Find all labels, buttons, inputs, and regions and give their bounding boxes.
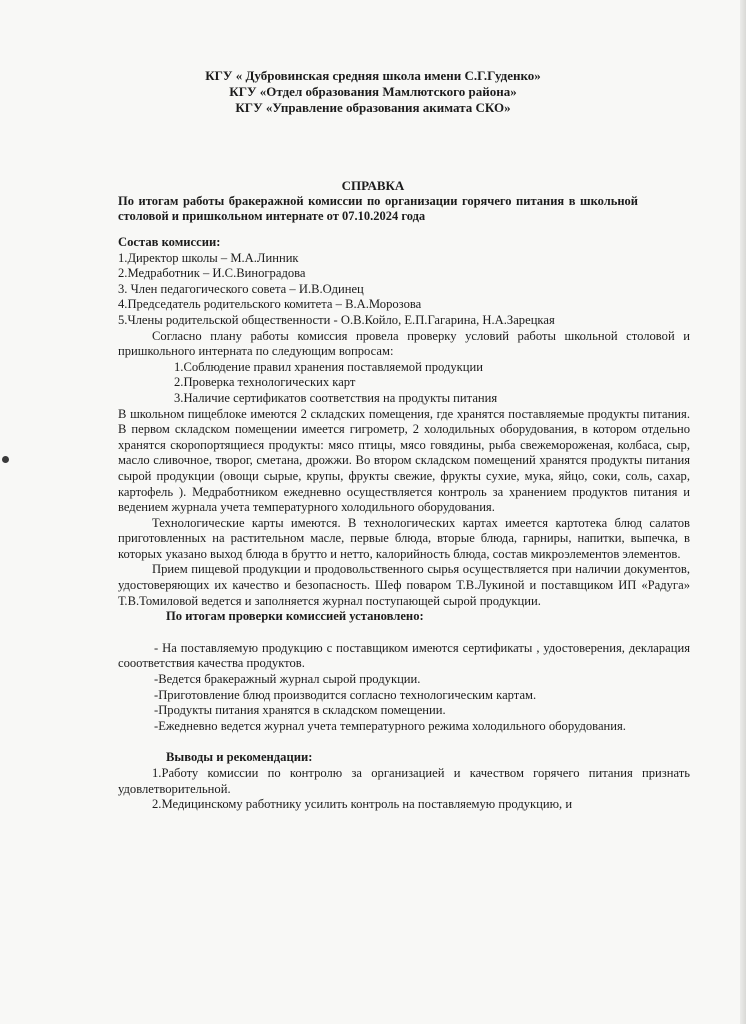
conclusion-item: 2.Медицинскому работнику усилить контроль на поставляемую продукцию, и [152,797,573,812]
finding-item: -Приготовление блюд производится согласно технологическим картам. [154,687,537,702]
finding-item: -Ведется бракеражный журнал сырой продукции. [154,672,421,687]
question-item: 2.Проверка технологических карт [174,375,356,390]
conclusions-heading: Выводы и рекомендации: [166,750,313,765]
conclusion-item: 1.Работу комиссии по контролю за организацией и качеством горячего питания признать удовлетворительной. [118,766,690,796]
document-header [0,68,746,116]
question-item: 1.Соблюдение правил хранения поставляемой продукции [174,359,483,374]
punch-hole-mark [2,456,9,463]
spacer [118,734,690,750]
scan-edge [740,0,746,1024]
question-item: 3.Наличие сертификатов соответствия на продукты питания [174,390,498,405]
finding-item: -Продукты питания хранятся в складском помещении. [154,703,446,718]
header-line-1: КГУ « Дубровинская средняя школа имени С.Г.Гуденко» [205,68,541,83]
spacer [118,625,690,641]
header-line-2: КГУ «Отдел образования Мамлютского района» [229,84,517,99]
commission-heading: Состав комиссии: [118,235,221,249]
intake-paragraph: Прием пищевой продукции и продовольственного сырья осуществляется при наличии документов, удостоверяющих их качество и безопасность. Шеф поваром Т.В.Лукиной и поставщиком ИП «Радуга» Т.В.Томиловой ведется и заполняется журнал поступающей сырой продукции. [118,562,690,608]
commission-member: 5.Члены родительской общественности - О.В.Койло, Е.П.Гагарина, Н.А.Зарецкая [118,312,555,327]
document-subtitle: По итогам работы бракеражной комиссии по организации горячего питания в школьной столовой и пришкольном интернате от 07.10.2024 года [118,194,638,223]
header-line-3: КГУ «Управление образования акимата СКО» [235,100,511,115]
commission-member: 1.Директор школы – М.А.Линник [118,250,299,265]
commission-member: 2.Медработник – И.С.Виноградова [118,266,306,281]
tech-cards-paragraph: Технологические карты имеются. В технологических картах имеется картотека блюд салатов приготовленных на растительном масле, первые блюда, вторые блюда, гарниры, напитки, выпечка, в которых указано выход блюда в брутто и нетто, калорийность блюда, состав микроэлементов элементов. [118,515,690,561]
storage-paragraph: В школьном пищеблоке имеются 2 складских помещения, где хранятся поставляемые продукты питания. В первом складском помещении имеется гигрометр, 2 холодильных оборудования, в котором отдельно хранятся скоропортящиеся продукты: мясо птицы, мясо говядины, рыба свежемороженая, колбаса, сыр, масло сливочное, творог, сметана, дрожжи. Во втором складском помещений хранятся продукты питания сырой продукции (овощи сырые, крупы, фрукты свежие, фрукты сухие, мука, яйцо, соки, соль, сахар, картофель ). Медработником ежедневно осуществляется контроль за хранением продуктов питания и ведением журнала учета температурного холодильного оборудования. [118,406,690,515]
commission-member: 3. Член педагогического совета – И.В.Одинец [118,281,364,296]
commission-member: 4.Председатель родительского комитета – В.А.Морозова [118,297,422,312]
findings-heading: По итогам проверки комиссией установлено: [166,609,424,624]
document-title: СПРАВКА [341,178,405,193]
intro-paragraph: Согласно плану работы комиссия провела проверку условий работы школьной столовой и пришкольного интерната по следующим вопросам: [118,328,690,359]
finding-item: -Ежедневно ведется журнал учета температурного режима холодильного оборудования. [154,718,626,733]
finding-item: - На поставляемую продукцию с поставщиком имеются сертификаты , удостоверения, декларация сооответствия качества продуктов. [118,640,690,671]
document-body [118,235,690,813]
